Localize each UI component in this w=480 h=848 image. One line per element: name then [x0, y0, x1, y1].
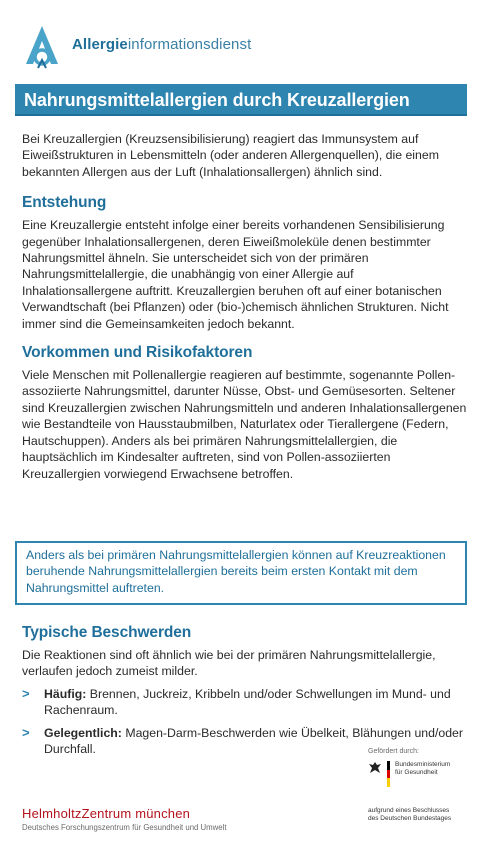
ministry-line-1: Bundesministerium: [395, 761, 451, 768]
main-content: [22, 131, 467, 494]
footer: [22, 806, 227, 832]
funding-block: [368, 748, 468, 823]
ministry-line-2: für Gesundheit: [395, 769, 438, 776]
chevron-right-icon: >: [22, 685, 30, 701]
section-heading-entstehung: Entstehung: [22, 194, 107, 212]
bullet-text: Brennen, Juckreiz, Kribbeln und/oder Schwellungen im Mund- und Rachenraum.: [44, 686, 451, 718]
list-item: [22, 686, 467, 719]
allergie-logo-icon: [22, 24, 62, 70]
page-title: Nahrungsmittelallergien durch Kreuzallergien: [24, 90, 410, 110]
intro-text: Bei Kreuzallergien (Kreuzsensibilisierung) reagiert das Immunsystem auf Eiweißstrukturen in Lebensmitteln (oder anderen Allergenquellen), die einem bekannten Allergen aus der Luft (Inhalationsallergen) ähnlich sind.: [22, 132, 439, 179]
highlight-text: Anders als bei primären Nahrungsmittelallergien können auf Kreuzreaktionen beruhende Nahrungsmittelallergien bereits beim ersten Kontakt mit dem Nahrungsmittel auftreten.: [26, 548, 446, 595]
federal-eagle-icon: [368, 761, 382, 775]
section-text-vorkommen: Viele Menschen mit Pollenallergie reagieren auf bestimmte, sogenannte Pollen-assoziierte Nahrungsmittel, darunter Nüsse, Obst- und Gemüsesorten. Seltener sind Kreuzallergien zwischen Nahrungsmitteln und anderen Inhalationsallergenen wie Bestandteile von Hausstaubmilben, Naturlatex oder Tierallergene (Federn, Hautschuppen). Anders als bei primären Nahrungsmittelallergien, die hauptsächlich im Kindesalter auftreten, sind von Pollen-assoziierten Kreuzallergien vorwiegend Erwachsene betroffen.: [22, 368, 467, 481]
bullet-term: Gelegentlich:: [44, 725, 122, 740]
ministry-logo: [368, 761, 468, 805]
ministry-name: [395, 761, 450, 777]
brand-rest: informationsdienst: [127, 36, 252, 53]
section-heading-beschwerden: Typische Beschwerden: [22, 624, 192, 641]
funding-label: Gefördert durch:: [368, 748, 419, 755]
bundestag-note: [368, 807, 468, 823]
highlight-box: [15, 541, 467, 605]
bullet-text: Magen-Darm-Beschwerden wie Übelkeit, Blähungen und/oder Durchfall.: [44, 725, 463, 757]
brand-bold: Allergie: [72, 36, 128, 53]
bundestag-line-1: aufgrund eines Beschlusses: [368, 807, 450, 814]
bullet-term: Häufig:: [44, 686, 87, 701]
symptoms-text: Die Reaktionen sind oft ähnlich wie bei der primären Nahrungsmittelallergie, verlaufen jedoch zumeist milder.: [22, 648, 436, 679]
symptoms-list: [22, 686, 467, 758]
brand-name: [72, 36, 251, 53]
header: [20, 18, 460, 74]
title-bar: [15, 84, 467, 116]
bundestag-line-2: des Deutschen Bundestages: [368, 815, 452, 822]
hmgu-subtitle: Deutsches Forschungszentrum für Gesundheit und Umwelt: [22, 823, 227, 832]
section-heading-vorkommen: Vorkommen und Risikofaktoren: [22, 344, 253, 362]
symptoms-section: [22, 624, 467, 763]
hmgu-logo-name: HelmholtzZentrum münchen: [22, 806, 191, 821]
section-text-entstehung: Eine Kreuzallergie entsteht infolge einer bereits vorhandenen Sensibilisierung gegenüber Inhalationsallergenen, deren Eiweißmoleküle denen bestimmter Nahrungsmittel ähneln. Sie unterscheidet sich von der primären Nahrungsmittelallergie, die unabhängig von einer Allergie auf Inhalationsallergene auftritt. Kreuzallergien beruhen oft auf einer botanischen Verwandtschaft (bei Pflanzen) oder (bio-)chemisch ähnlichen Strukturen. Nicht immer sind die Gemeinsamkeiten jedoch bekannt.: [22, 218, 449, 331]
chevron-right-icon: >: [22, 724, 30, 740]
german-flag-icon: [387, 761, 390, 787]
